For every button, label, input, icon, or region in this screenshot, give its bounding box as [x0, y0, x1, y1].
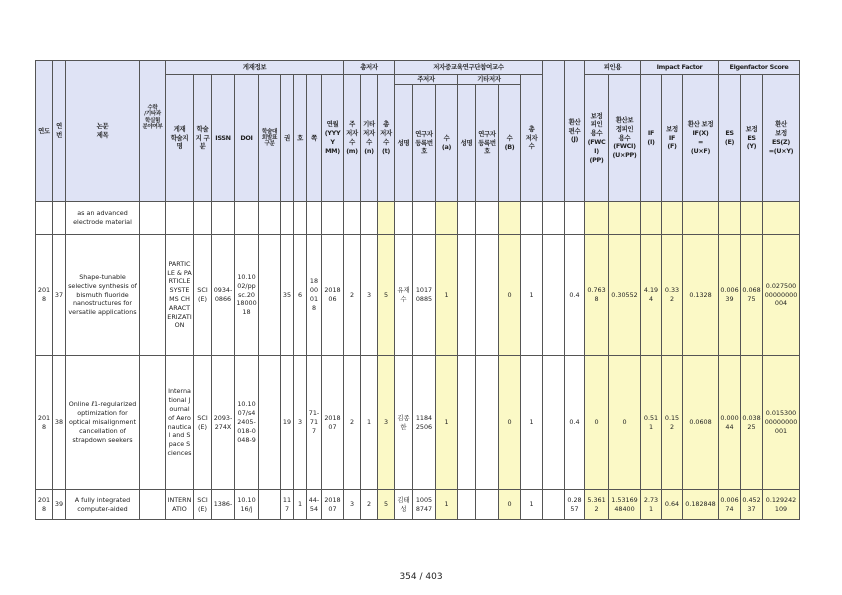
header-if-group: Impact Factor — [641, 61, 719, 75]
table-row — [36, 202, 800, 235]
header-es-group: Eigenfactor Score — [719, 61, 800, 75]
es-y-cell: 0.06875 — [741, 235, 763, 356]
tc-cell: 1 — [521, 235, 543, 356]
seq-cell: 37 — [53, 235, 66, 356]
header-name: 성명 — [395, 85, 413, 202]
header-cls: 학술 지 구 분 — [194, 75, 212, 202]
page-number: 354 / 403 — [399, 572, 443, 582]
es-z-cell: 0.02750000000000004 — [763, 235, 800, 356]
header-main-group: 주저자 — [395, 75, 458, 85]
if-i-cell: 4.194 — [641, 235, 662, 356]
a-cell: 1 — [436, 235, 458, 356]
vol-cell: 19 — [281, 356, 294, 490]
n-cell: 1 — [361, 356, 378, 490]
doi-cell: 10.1016/j — [235, 490, 259, 520]
vol-cell: 35 — [281, 235, 294, 356]
ym-cell: 201807 — [322, 356, 344, 490]
issn-cell: 1386- — [212, 490, 235, 520]
cls-cell: SCI(E) — [194, 490, 212, 520]
page-cell: 1800018 — [307, 235, 322, 356]
header-seq: 연번 — [53, 61, 66, 202]
if-x-cell: 0.182848 — [683, 490, 719, 520]
m-cell: 3 — [344, 490, 361, 520]
es-e-cell: 0.00639 — [719, 235, 741, 356]
reg-cell: 11842506 — [413, 356, 436, 490]
issn-cell: 0934-0866 — [212, 235, 235, 356]
header-reg-no: 연구자 등록번 호 — [413, 85, 436, 202]
pp-cell: 0.7638 — [585, 235, 609, 356]
header-page: 쪽 — [307, 75, 322, 202]
es-z-cell: 0.01530000000000001 — [763, 356, 800, 490]
no-cell: 1 — [294, 490, 307, 520]
name-cell: 김태성 — [395, 490, 413, 520]
pp-cell: 5.3612 — [585, 490, 609, 520]
table-row — [36, 490, 800, 520]
header-authors-group: 총저자 — [344, 61, 395, 75]
m-cell: 2 — [344, 356, 361, 490]
t-cell: 5 — [378, 235, 395, 356]
upp-cell: 0 — [609, 356, 641, 490]
es-y-cell: 0.45237 — [741, 490, 763, 520]
b-cell: 0 — [499, 356, 521, 490]
reg-cell: 10058747 — [413, 490, 436, 520]
tc-cell: 1 — [521, 356, 543, 490]
t-cell: 3 — [378, 356, 395, 490]
u-cell: 0.4 — [565, 235, 585, 356]
header-cnt-a: 수 (a) — [436, 85, 458, 202]
title-cell: A fully integrated computer-aided — [66, 490, 140, 520]
if-f-cell: 0.64 — [662, 490, 683, 520]
b-cell: 0 — [499, 490, 521, 520]
header-title: 논문 제목 — [66, 61, 140, 202]
header-faculty-group: 저자중교육연구단참여교수 — [395, 61, 543, 75]
header-name2: 성명 — [458, 85, 476, 202]
es-e-cell: 0.00674 — [719, 490, 741, 520]
a-cell: 1 — [436, 356, 458, 490]
doi-cell: 10.1007/s42405-018-0048-9 — [235, 356, 259, 490]
n-cell: 2 — [361, 490, 378, 520]
upp-cell: 1.5316948400 — [609, 490, 641, 520]
if-f-cell: 0.332 — [662, 235, 683, 356]
header-es-z: 환산 보정 ES(Z) =(U×Y) — [763, 75, 800, 202]
research-output-table — [35, 60, 800, 520]
if-x-cell: 0.0608 — [683, 356, 719, 490]
ym-cell: 201807 — [322, 490, 344, 520]
seq-cell: 38 — [53, 356, 66, 490]
title-cell: as an advanced electrode material — [66, 202, 140, 235]
header-cit-fwci: 보정 피인 용수 (FWC I) (PP) — [585, 75, 609, 202]
page-cell: 71-717 — [307, 356, 322, 490]
no-cell: 3 — [294, 356, 307, 490]
u-cell: 0.4 — [565, 356, 585, 490]
doi-cell: 10.1002/ppsc.201800018 — [235, 235, 259, 356]
pp-cell: 0 — [585, 356, 609, 490]
b-cell: 0 — [499, 235, 521, 356]
m-cell: 2 — [344, 235, 361, 356]
table-row — [36, 356, 800, 490]
t-cell: 5 — [378, 490, 395, 520]
header-pub-group: 게재정보 — [166, 61, 344, 75]
header-type: 수학 /기타과 학실험 분야여부 — [140, 61, 166, 202]
n-cell: 3 — [361, 235, 378, 356]
issn-cell: 2093-274X — [212, 356, 235, 490]
es-e-cell: 0.00044 — [719, 356, 741, 490]
header-blank-1 — [543, 61, 565, 202]
if-f-cell: 0.152 — [662, 356, 683, 490]
header-citation-group: 피인용 — [585, 61, 641, 75]
header-total-n: 총 저자 수 (t) — [378, 75, 395, 202]
es-y-cell: 0.03825 — [741, 356, 763, 490]
year-cell: 2018 — [36, 490, 53, 520]
journal-cell: PARTICLE & PARTICLE SYSTEMS CHARACTERIZATION — [166, 235, 194, 356]
header-reg-no2: 연구자 등록번 호 — [476, 85, 499, 202]
u-cell: 0.2857 — [565, 490, 585, 520]
table-row — [36, 235, 800, 356]
header-total-cnt: 총 저자 수 — [521, 75, 543, 202]
header-year: 연도 — [36, 61, 53, 202]
header-if-f: 보정 IF (F) — [662, 75, 683, 202]
cls-cell: SCI(E) — [194, 356, 212, 490]
tc-cell: 1 — [521, 490, 543, 520]
name-cell: 김종한 — [395, 356, 413, 490]
header-other-group: 기타저자 — [458, 75, 521, 85]
year-cell: 2018 — [36, 356, 53, 490]
journal-cell: INTERNATIO — [166, 490, 194, 520]
header-ym: 연월 (YYYY MM) — [322, 75, 344, 202]
reg-cell: 10170885 — [413, 235, 436, 356]
header-doi: DOI — [235, 75, 259, 202]
upp-cell: 0.30552 — [609, 235, 641, 356]
if-x-cell: 0.1328 — [683, 235, 719, 356]
es-z-cell: 0.129242109 — [763, 490, 800, 520]
seq-cell: 39 — [53, 490, 66, 520]
year-cell: 2018 — [36, 235, 53, 356]
ym-cell: 201806 — [322, 235, 344, 356]
header-other-n: 기타 저자 수 (n) — [361, 75, 378, 202]
vol-cell: 117 — [281, 490, 294, 520]
page-cell: 44-54 — [307, 490, 322, 520]
title-cell: Online ℓ1-regularized optimization for optical misalignment cancellation of strapdown seekers — [66, 356, 140, 490]
if-i-cell: 0.511 — [641, 356, 662, 490]
header-issn: ISSN — [212, 75, 235, 202]
title-cell: Shape-tunable selective synthesis of bismuth fluoride nanostructures for versatile applications — [66, 235, 140, 356]
journal-cell: International Journal of Aeronautical and Space Sciences — [166, 356, 194, 490]
header-cit-conv: 환산보 정피인 용수 (FWCI) (U×PP) — [609, 75, 641, 202]
header-jcls: 학술대 회발표 구분 — [259, 75, 281, 202]
header-vol: 권 — [281, 75, 294, 202]
header-if-i: IF (I) — [641, 75, 662, 202]
header-conv: 환산 편수 (J) — [565, 61, 585, 202]
header-es-e: ES (E) — [719, 75, 741, 202]
cls-cell: SCI(E) — [194, 235, 212, 356]
header-no: 호 — [294, 75, 307, 202]
header-journal: 게재 학술지 명 — [166, 75, 194, 202]
header-main-n: 주 저자 수 (m) — [344, 75, 361, 202]
no-cell: 6 — [294, 235, 307, 356]
a-cell: 1 — [436, 490, 458, 520]
if-i-cell: 2.731 — [641, 490, 662, 520]
header-cnt-b: 수 (B) — [499, 85, 521, 202]
header-es-y: 보정 ES (Y) — [741, 75, 763, 202]
header-if-x: 환산 보정 IF(X) = (U×F) — [683, 75, 719, 202]
name-cell: 유재수 — [395, 235, 413, 356]
